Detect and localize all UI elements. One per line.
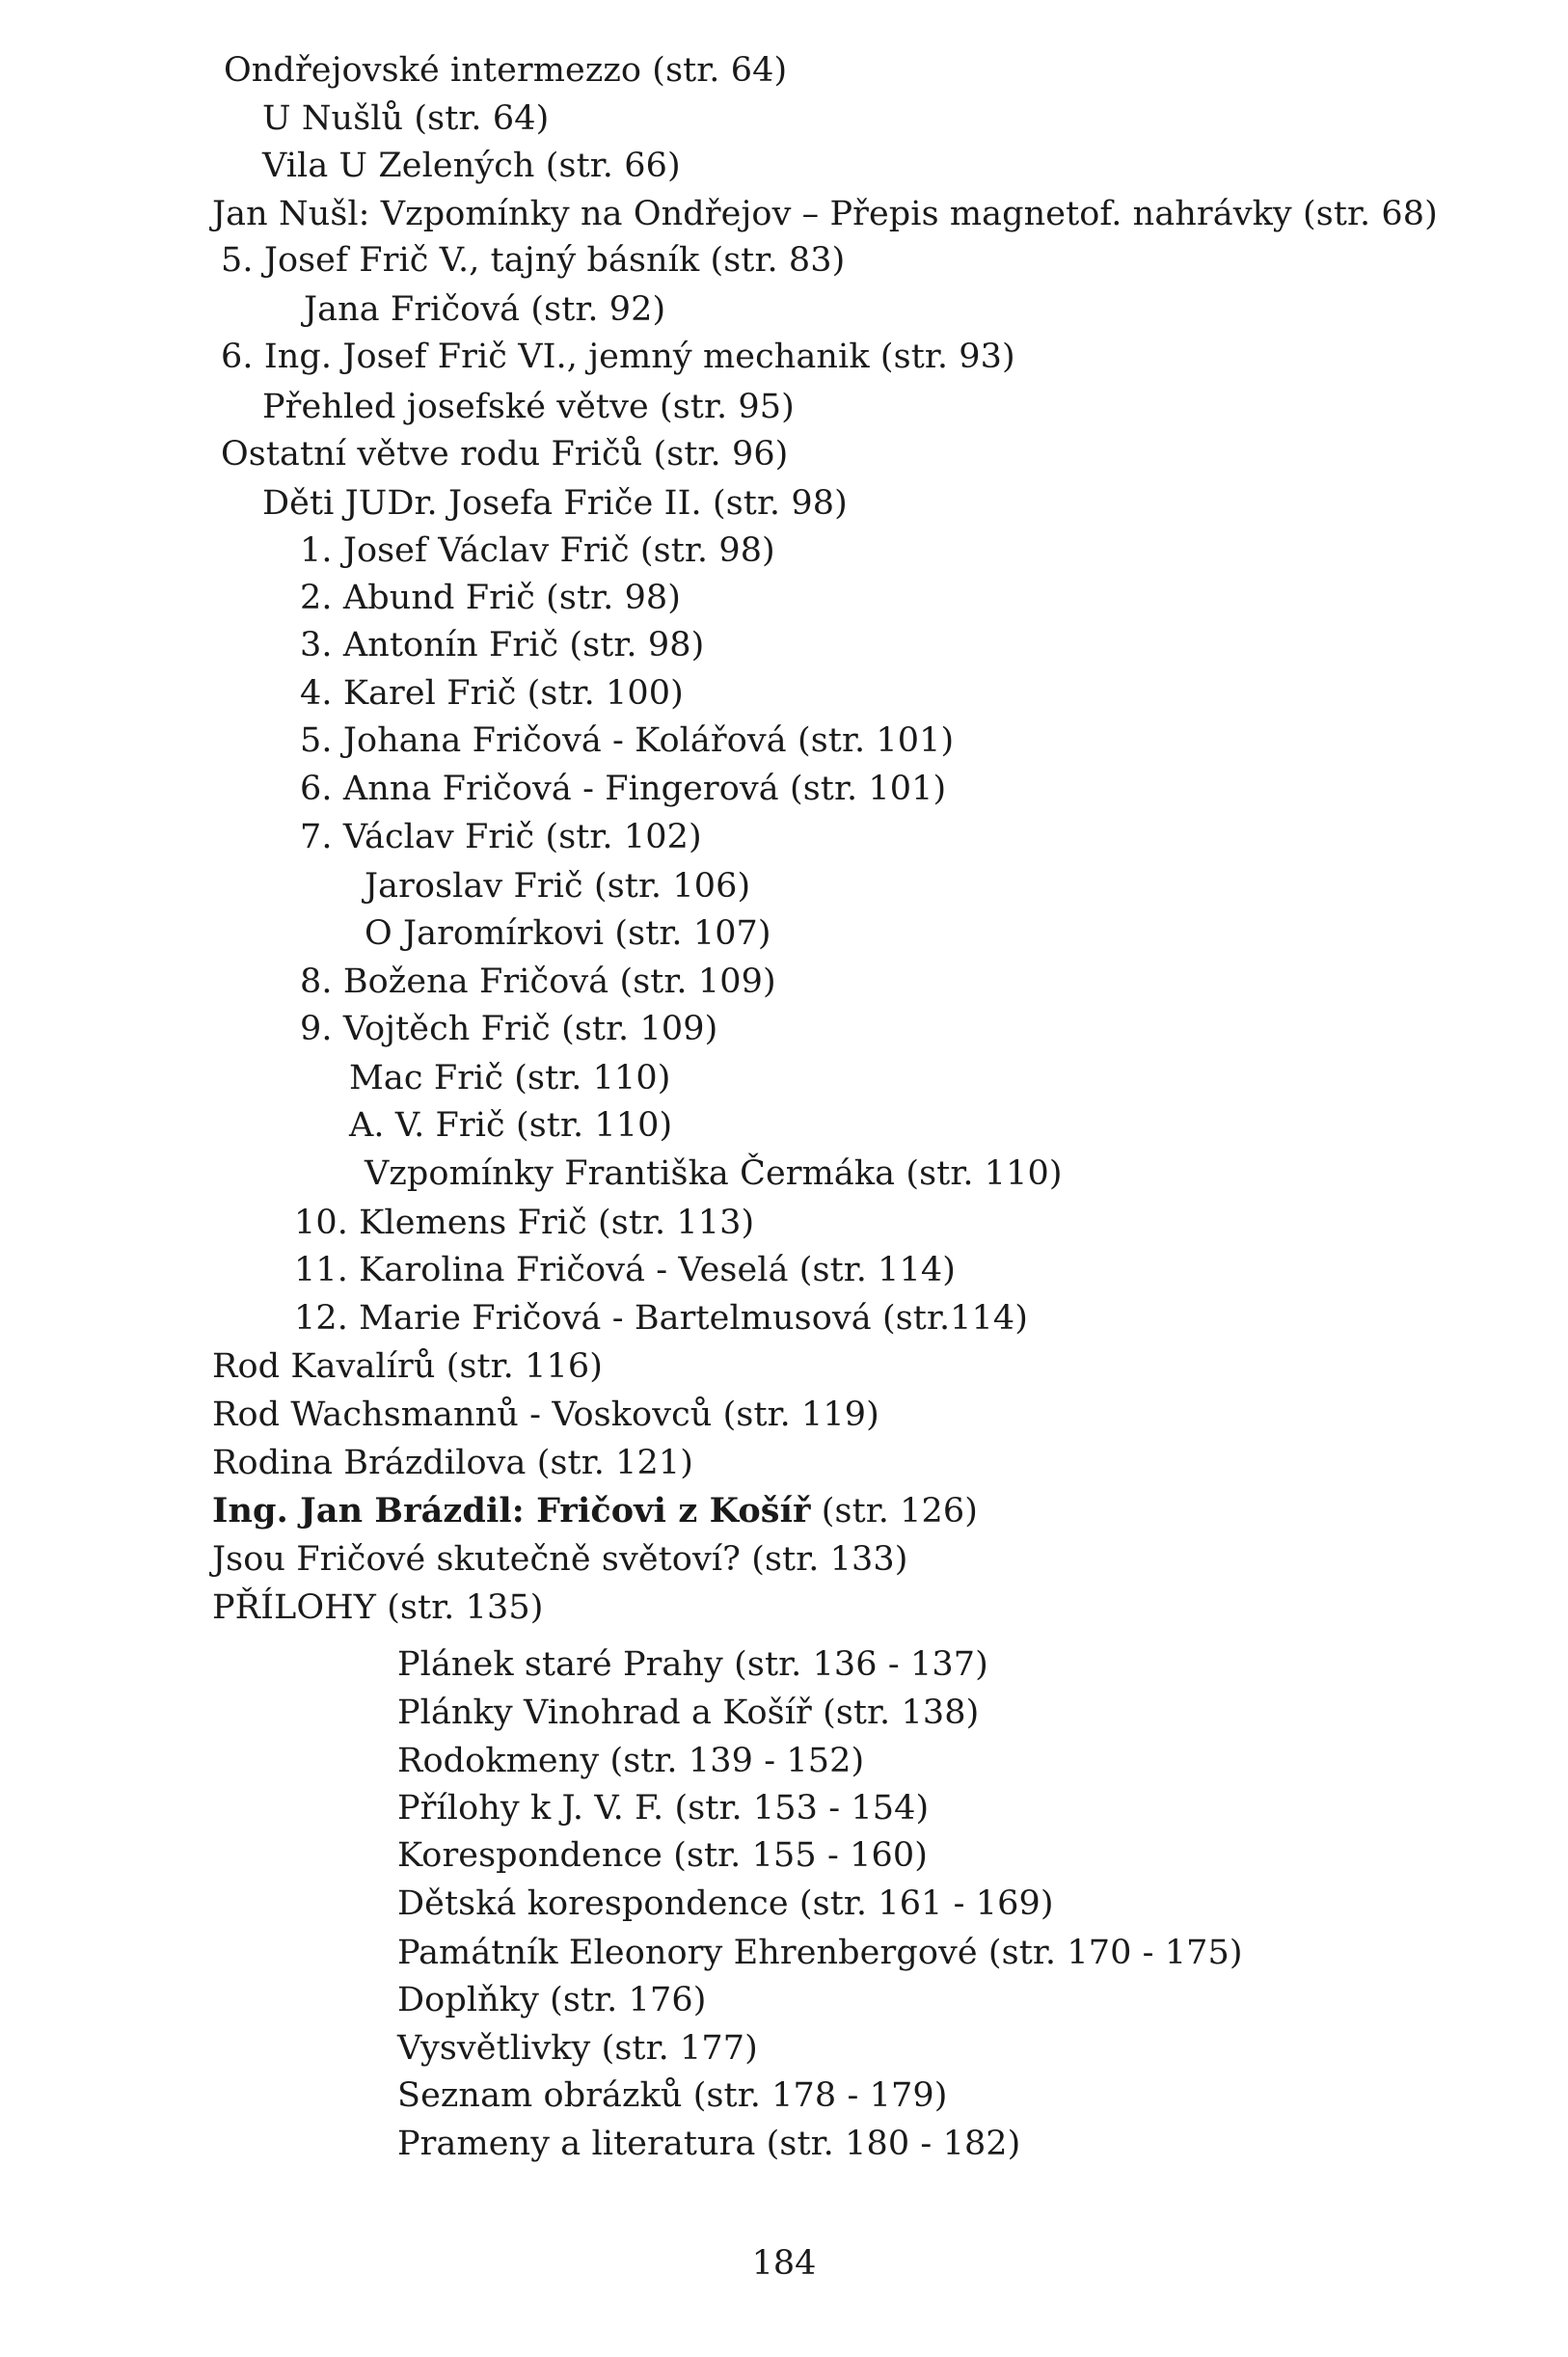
toc-entry: 8. Božena Fričová (str. 109) bbox=[300, 962, 776, 1001]
toc-entry: Jan Nušl: Vzpomínky na Ondřejov – Přepis magnetof. nahrávky (str. 68) bbox=[212, 195, 1438, 233]
toc-entry: Ostatní větve rodu Fričů (str. 96) bbox=[221, 435, 789, 474]
toc-entry: Jsou Fričové skutečně světoví? (str. 133) bbox=[212, 1540, 908, 1579]
toc-entry: 9. Vojtěch Frič (str. 109) bbox=[300, 1010, 718, 1048]
toc-entry: U Nušlů (str. 64) bbox=[262, 99, 550, 138]
toc-entry: 12. Marie Fričová - Bartelmusová (str.114) bbox=[294, 1299, 1029, 1338]
toc-entry: Prameny a literatura (str. 180 - 182) bbox=[397, 2125, 1021, 2163]
page-number: 184 bbox=[751, 2244, 817, 2283]
toc-entry-page-ref: (str. 126) bbox=[810, 1492, 979, 1531]
toc-entry: Rodina Brázdilova (str. 121) bbox=[212, 1444, 694, 1482]
toc-entry: Rod Wachsmannů - Voskovců (str. 119) bbox=[212, 1395, 879, 1434]
toc-entry: Památník Eleonory Ehrenbergové (str. 170 - 175) bbox=[397, 1934, 1243, 1972]
toc-entry: Jana Fričová (str. 92) bbox=[304, 290, 666, 329]
toc-entry: 7. Václav Frič (str. 102) bbox=[300, 818, 702, 856]
toc-entry: Plánek staré Prahy (str. 136 - 137) bbox=[397, 1645, 988, 1684]
toc-entry: Vzpomínky Františka Čermáka (str. 110) bbox=[365, 1154, 1063, 1193]
toc-entry: 10. Klemens Frič (str. 113) bbox=[294, 1204, 755, 1242]
toc-entry: Vila U Zelených (str. 66) bbox=[262, 147, 681, 185]
toc-entry: Mac Frič (str. 110) bbox=[349, 1059, 671, 1097]
toc-entry: Jaroslav Frič (str. 106) bbox=[365, 867, 751, 906]
toc-entry: Plánky Vinohrad a Košíř (str. 138) bbox=[397, 1693, 980, 1732]
toc-entry: Rodokmeny (str. 139 - 152) bbox=[397, 1742, 865, 1780]
toc-entry: Dětská korespondence (str. 161 - 169) bbox=[397, 1884, 1054, 1923]
toc-entry: Doplňky (str. 176) bbox=[397, 1981, 707, 2019]
toc-entry: 11. Karolina Fričová - Veselá (str. 114) bbox=[294, 1251, 957, 1289]
toc-entry-bold-part: Ing. Jan Brázdil: Fričovi z Košíř bbox=[212, 1491, 811, 1531]
toc-entry: Rod Kavalírů (str. 116) bbox=[212, 1347, 603, 1386]
toc-entry: A. V. Frič (str. 110) bbox=[349, 1106, 673, 1145]
toc-entry: 2. Abund Frič (str. 98) bbox=[300, 579, 682, 617]
toc-entry: O Jaromírkovi (str. 107) bbox=[365, 914, 771, 953]
toc-entry: PŘÍLOHY (str. 135) bbox=[212, 1588, 544, 1627]
toc-entry-highlighted bbox=[212, 1490, 978, 1532]
toc-entry: 6. Anna Fričová - Fingerová (str. 101) bbox=[300, 770, 947, 808]
toc-entry: 1. Josef Václav Frič (str. 98) bbox=[300, 531, 775, 570]
toc-entry: Seznam obrázků (str. 178 - 179) bbox=[397, 2076, 948, 2115]
toc-entry: Ondřejovské intermezzo (str. 64) bbox=[224, 51, 788, 90]
toc-entry: Přehled josefské větve (str. 95) bbox=[262, 388, 795, 426]
toc-entry: Přílohy k J. V. F. (str. 153 - 154) bbox=[397, 1789, 930, 1828]
toc-entry: 3. Antonín Frič (str. 98) bbox=[300, 626, 705, 664]
toc-entry: 4. Karel Frič (str. 100) bbox=[300, 674, 684, 713]
toc-entry: 5. Johana Fričová - Kolářová (str. 101) bbox=[300, 721, 955, 760]
toc-entry: 6. Ing. Josef Frič VI., jemný mechanik (str. 93) bbox=[221, 338, 1015, 376]
toc-entry: Vysvětlivky (str. 177) bbox=[397, 2029, 758, 2068]
toc-entry: Děti JUDr. Josefa Friče II. (str. 98) bbox=[262, 484, 848, 523]
toc-entry: 5. Josef Frič V., tajný básník (str. 83) bbox=[221, 241, 846, 280]
toc-entry: Korespondence (str. 155 - 160) bbox=[397, 1836, 928, 1875]
